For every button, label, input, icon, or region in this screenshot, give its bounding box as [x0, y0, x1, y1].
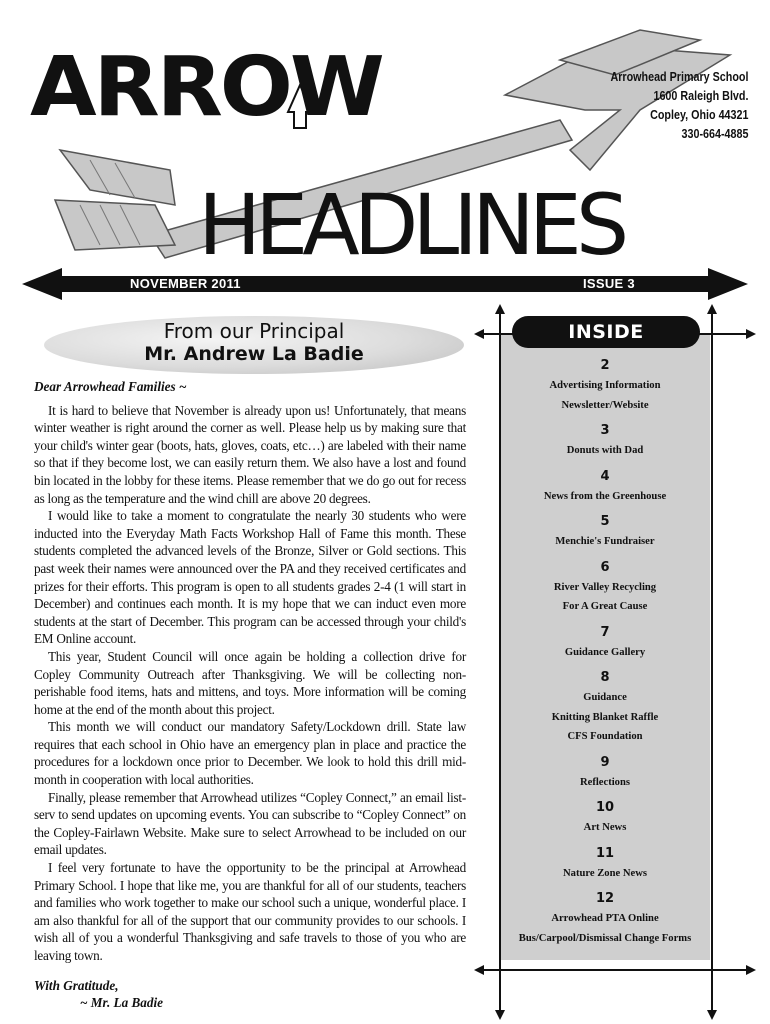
- masthead: [0, 0, 770, 300]
- masthead-title-arrow: ARROW: [30, 40, 382, 135]
- toc-section: [500, 753, 710, 793]
- toc-item: Art News: [583, 822, 627, 833]
- toc-page-number: 9: [600, 754, 610, 770]
- toc-section: [500, 889, 710, 948]
- principal-section-heading: From our Principal: [163, 319, 345, 343]
- toc-page-number: 5: [600, 514, 610, 529]
- letter-paragraph: I would like to take a moment to congratulate the nearly 30 students who were inducted into the Everyday Math Facts Workshop Hall of Fame this month. These students completed the advanced levels of the Bronze, Silver or Gold sections. This past week their names were announced over the PA and they received certificates and prizes for their efforts. This program is open to all students grades 2-4 (1 will start in December) and continues each month. It is my hope that we can induct even more students at the start of December. This program can be accessed through your child's EM Online account.: [34, 508, 466, 647]
- issue-date: NOVEMBER 2011: [130, 276, 241, 291]
- toc-page-number: 12: [595, 891, 615, 906]
- letter-paragraph: Finally, please remember that Arrowhead utilizes “Copley Connect,” an email list-serv to send updates on upcoming events. You can subscribe to “Copley Connect” on the Copley-Fairlawn Website. Make sure to select Arrowhead to be included on our email updates.: [34, 789, 466, 858]
- principal-letter: [34, 378, 466, 1012]
- principal-name: Mr. Andrew La Badie: [144, 343, 364, 365]
- toc-section: [500, 844, 710, 884]
- letter-paragraph: This month we will conduct our mandatory Safety/Lockdown drill. State law requires that each school in Ohio have an emergency plan in place and practice the procedures for a lockdown once prior to December. We look to hold this drill mid-month in cooperation with local authorities.: [34, 719, 466, 788]
- toc-item: Arrowhead PTA Online: [551, 913, 659, 924]
- toc-item: Newsletter/Website: [561, 399, 649, 411]
- toc-section: [500, 467, 710, 507]
- school-city: Copley, Ohio 44321: [649, 108, 748, 122]
- toc-item: Bus/Carpool/Dismissal Change Forms: [518, 932, 692, 944]
- toc-item: Nature Zone News: [563, 867, 647, 879]
- toc-page-number: 3: [600, 423, 610, 438]
- toc-item: Reflections: [579, 776, 630, 788]
- toc-item: Knitting Blanket Raffle: [551, 711, 659, 723]
- letter-paragraph: It is hard to believe that November is already upon us! Unfortunately, that means winter weather is right around the corner as well. Please help us by making sure that your child's winter gear (boots, hats, gloves, coats, etc…) are labeled with their name so that if they become lost, we can easily return them. We also have a lost and found bin located in the lobby for these items. Please remember that we do go out for recess as long as the temperature and the wind chill are above 20 degrees.: [34, 402, 466, 506]
- issue-number: ISSUE 3: [583, 276, 635, 291]
- toc-section: [500, 421, 710, 461]
- school-contact-info: [610, 68, 748, 144]
- school-phone: 330-664-4885: [681, 127, 748, 141]
- toc-item: Menchie's Fundraiser: [555, 536, 655, 547]
- toc-item: News from the Greenhouse: [543, 490, 667, 502]
- toc-item: Guidance Gallery: [564, 646, 646, 658]
- toc-item: For A Great Cause: [562, 601, 648, 612]
- letter-closing: With Gratitude,: [34, 977, 119, 993]
- school-street: 1600 Raleigh Blvd.: [652, 89, 748, 103]
- letter-paragraph: This year, Student Council will once again be holding a collection drive for Copley Community Outreach after Thanksgiving. We will be collecting non-perishable food items, hats and mittens, and toys. More information will be coming home at the end of the month about this project.: [34, 648, 466, 717]
- inside-title: INSIDE: [568, 321, 644, 343]
- toc-page-number: 8: [600, 670, 610, 685]
- toc-page-number: 10: [595, 800, 615, 815]
- masthead-title-headlines: HEADLINES: [198, 176, 624, 274]
- letter-paragraph: I feel very fortunate to have the opportunity to be the principal at Arrowhead Primary School. I hope that like me, you are thankful for all of our students, teachers and families who work together to make our school such a unique, wonderful place. I am also thankful for all of the support that our community provides to our schools. I wish all of you a wonderful Thanksgiving and safe travels to those of you who are leaving town.: [34, 860, 466, 963]
- toc-page-number: 7: [600, 624, 610, 640]
- toc-item: CFS Foundation: [567, 731, 643, 742]
- toc-section: [500, 798, 710, 838]
- toc-section: [500, 668, 710, 747]
- toc-item: Advertising Information: [549, 380, 661, 391]
- toc-item: River Valley Recycling: [553, 581, 657, 593]
- toc-item: Guidance: [583, 692, 627, 703]
- toc-section: [500, 356, 710, 415]
- toc-section: [500, 558, 710, 617]
- inside-contents-list: [500, 356, 710, 954]
- toc-section: [500, 512, 710, 552]
- toc-page-number: 6: [600, 559, 610, 575]
- toc-page-number: 2: [600, 358, 610, 373]
- toc-item: Donuts with Dad: [566, 445, 644, 456]
- toc-page-number: 4: [600, 468, 610, 484]
- toc-section: [500, 623, 710, 663]
- letter-salutation: Dear Arrowhead Families ~: [34, 379, 187, 394]
- letter-signature: ~ Mr. La Badie: [80, 995, 163, 1011]
- school-name: Arrowhead Primary School: [609, 70, 748, 84]
- toc-page-number: 11: [595, 845, 615, 861]
